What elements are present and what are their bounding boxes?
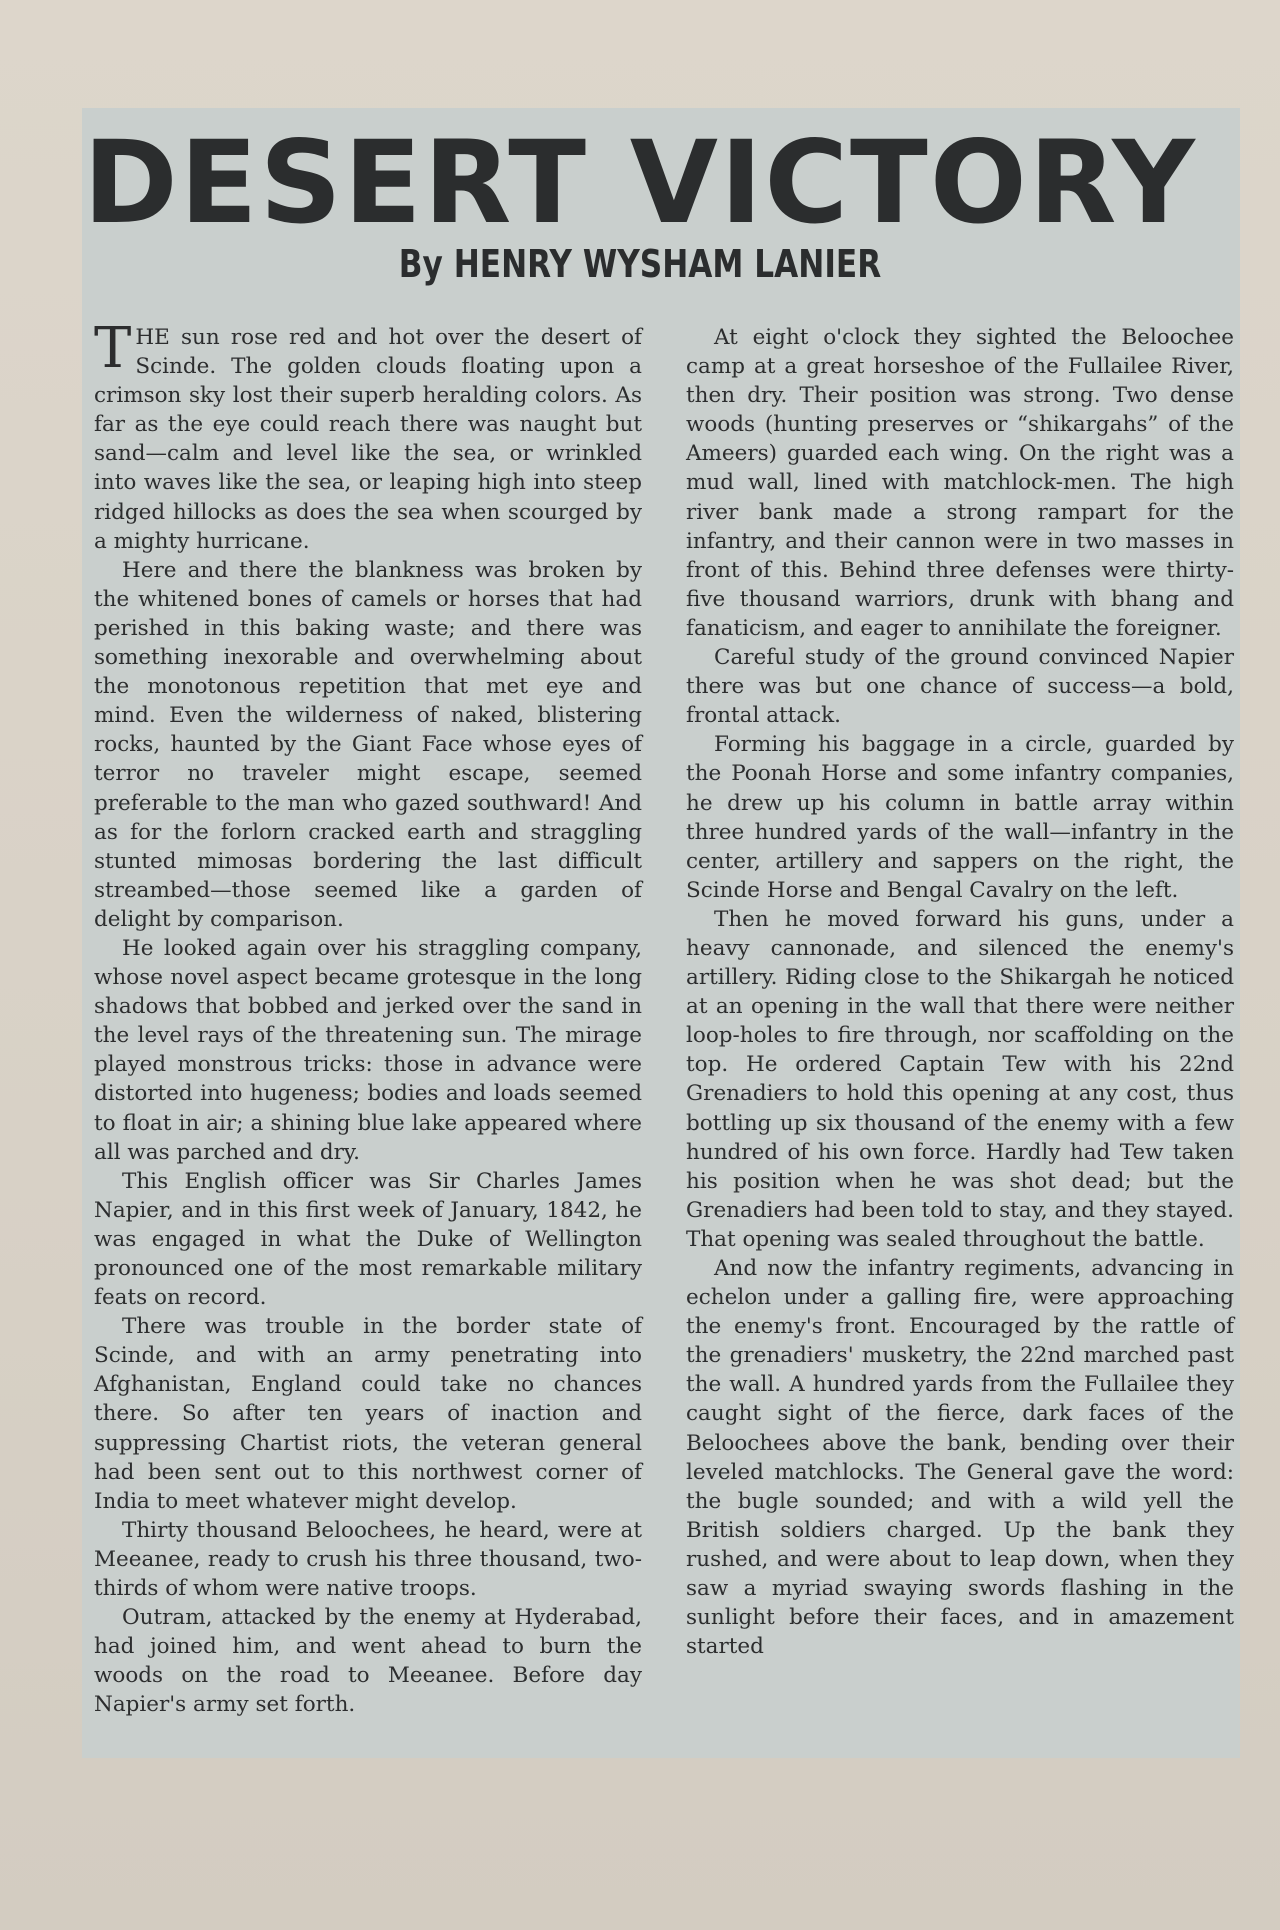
paragraph: Thirty thousand Beloochees, he heard, were at Meeanee, ready to crush his three thousand, two-thirds of whom were native troops.: [94, 1517, 642, 1602]
left-column: [94, 316, 642, 1720]
paragraph: Careful study of the ground convinced Napier there was but one chance of success—a bold, frontal attack.: [686, 645, 1234, 729]
paragraph: And now the infantry regiments, advancing in echelon under a galling fire, were approaching the enemy's front. Encouraged by the rattle of the grenadiers' musketry, the 22nd marched past the wall. A hundred yards from the Fullailee they caught sight of the fierce, dark faces of the Beloochees above the bank, bending over their leveled matchlocks. The General gave the word: the bugle sounded; and with a wild yell the British soldiers charged. Up the bank they rushed, and were about to leap down, when they saw a myriad swaying swords flashing in the sunlight before their faces, and in amazement started: [686, 1256, 1234, 1660]
paragraph: He looked again over his straggling company, whose novel aspect became grotesque in the long shadows that bobbed and jerked over the sand in the level rays of the threatening sun. The mirage played monstrous tricks: those in advance were distorted into hugeness; bodies and loads seemed to float in air; a shining blue lake appeared where all was parched and dry.: [94, 935, 642, 1165]
article-title: DESERT VICTORY: [83, 116, 1197, 249]
paragraph-text: HE sun rose red and hot over the desert of Scinde. The golden clouds floating upon a crimson sky lost their superb heralding colors. As far as the eye could reach there was naught but sand—calm and level like the sea, or wrinkled into waves like the sea, or leaping high into steep ridged hillocks as does the sea when scourged by a mighty hurricane.: [94, 325, 642, 554]
right-column: [686, 323, 1234, 1661]
paragraph: At eight o'clock they sighted the Beloochee camp at a great horseshoe of the Fullailee River, then dry. Their position was strong. Two dense woods (hunting preserves or “shikargahs” of the Ameers) guarded each wing. On the right was a mud wall, lined with matchlock-men. The high river bank made a strong rampart for the infantry, and their cannon were in two masses in front of this. Behind three defenses were thirty-five thousand warriors, drunk with bhang and fanaticism, and eager to annihilate the foreigner.: [686, 325, 1234, 641]
paragraph: This English officer was Sir Charles James Napier, and in this first week of January, 1842, he was engaged in what the Duke of Wellington pronounced one of the most remarkable military feats on record.: [94, 1168, 642, 1311]
drop-cap: T: [94, 316, 132, 381]
paragraph: Outram, attacked by the enemy at Hyderabad, had joined him, and went ahead to burn the woods on the road to Meeanee. Before day Napier's army set forth.: [94, 1605, 642, 1718]
paragraph: Forming his baggage in a circle, guarded by the Poonah Horse and some infantry companies, he drew up his column in battle array within three hundred yards of the wall—infantry in the center, artillery and sappers on the right, the Scinde Horse and Bengal Cavalry on the left.: [686, 732, 1234, 903]
paragraph: Then he moved forward his guns, under a heavy cannonade, and silenced the enemy's artillery. Riding close to the Shikargah he noticed at an opening in the wall that there were neither loop-holes to fire through, nor scaffolding on the top. He ordered Captain Tew with his 22nd Grenadiers to hold this opening at any cost, thus bottling up six thousand of the enemy with a few hundred of his own force. Hardly had Tew taken his position when he was shot dead; but the Grenadiers had been told to stay, and they stayed. That opening was sealed throughout the battle.: [686, 906, 1234, 1252]
article-byline: By HENRY WYSHAM LANIER: [398, 242, 882, 286]
paragraph: Here and there the blankness was broken by the whitened bones of camels or horses that had perished in this baking waste; and there was something inexorable and overwhelming about the monotonous repetition that met eye and mind. Even the wilderness of naked, blistering rocks, haunted by the Giant Face whose eyes of terror no traveler might escape, seemed preferable to the man who gazed southward! And as for the forlorn cracked earth and straggling stunted mimosas bordering the last difficult streambed—those seemed like a garden of delight by comparison.: [94, 557, 642, 932]
paragraph: [94, 316, 642, 556]
paragraph: There was trouble in the border state of Scinde, and with an army penetrating into Afghanistan, England could take no chances there. So after ten years of inaction and suppressing Chartist riots, the veteran general had been sent out to this northwest corner of India to meet whatever might develop.: [94, 1314, 642, 1514]
